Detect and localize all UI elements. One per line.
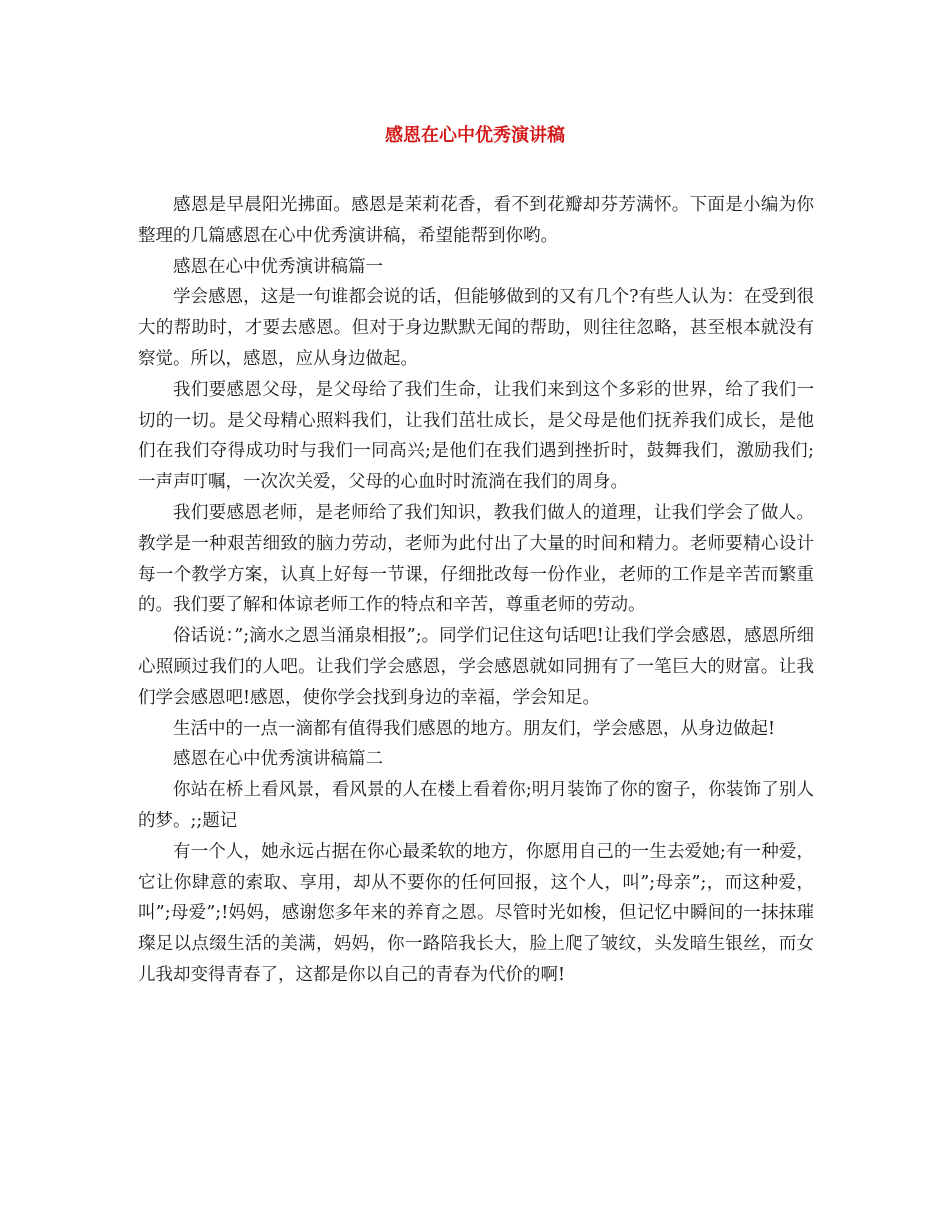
paragraph: 生活中的一点一滴都有值得我们感恩的地方。朋友们，学会感恩，从身边做起!: [173, 718, 776, 739]
paragraph-intro: 感恩是早晨阳光拂面。感恩是茉莉花香，看不到花瓣却芬芳满怀。下面是小编为你整理的几篇感恩在心中优秀演讲稿，希望能帮到你哟。: [138, 195, 814, 246]
paragraph: 我们要感恩老师，是老师给了我们知识，教我们做人的道理，让我们学会了做人。教学是一种艰苦细致的脑力劳动，老师为此付出了大量的时间和精力。老师要精心设计每一个教学方案，认真上好每一节课，仔细批改每一份作业，老师的工作是辛苦而繁重的。我们要了解和体谅老师工作的特点和辛苦，尊重老师的劳动。: [138, 502, 814, 616]
paragraph: 有一个人，她永远占据在你心最柔软的地方，你愿用自己的一生去爱她;有一种爱，它让你肆意的索取、享用，却从不要你的任何回报，这个人，叫”;母亲”;，而这种爱，叫”;母爱”;!妈妈，感谢您多年来的养育之恩。尽管时光如梭，但记忆中瞬间的一抹抹璀璨足以点缀生活的美满，妈妈，你一路陪我长大，脸上爬了皱纹，头发暗生银丝，而女儿我却变得青春了，这都是你以自己的青春为代价的啊!: [138, 841, 814, 985]
paragraph: 我们要感恩父母，是父母给了我们生命，让我们来到这个多彩的世界，给了我们一切的一切。是父母精心照料我们，让我们茁壮成长，是父母是他们抚养我们成长，是他们在我们夺得成功时与我们一同高兴;是他们在我们遇到挫折时，鼓舞我们，激励我们;一声声叮嘱，一次次关爱，父母的心血时时流淌在我们的周身。: [138, 379, 814, 493]
paragraph: 你站在桥上看风景，看风景的人在楼上看着你;明月装饰了你的窗子，你装饰了别人的梦。;;题记: [138, 780, 814, 831]
paragraph: 俗话说：”;滴水之恩当涌泉相报”;。同学们记住这句话吧!让我们学会感恩，感恩所细心照顾过我们的人吧。让我们学会感恩，学会感恩就如同拥有了一笔巨大的财富。让我们学会感恩吧!感恩，使你学会找到身边的幸福，学会知足。: [138, 626, 814, 708]
document-body: [138, 190, 814, 991]
paragraph: 学会感恩，这是一句谁都会说的话，但能够做到的又有几个?有些人认为：在受到很大的帮助时，才要去感恩。但对于身边默默无闻的帮助，则往往忽略，甚至根本就没有察觉。所以，感恩，应从身边做起。: [138, 287, 814, 369]
section-heading-two: 感恩在心中优秀演讲稿篇二: [173, 749, 383, 770]
document-title: 感恩在心中优秀演讲稿: [385, 125, 565, 146]
section-heading-one: 感恩在心中优秀演讲稿篇一: [173, 256, 383, 277]
